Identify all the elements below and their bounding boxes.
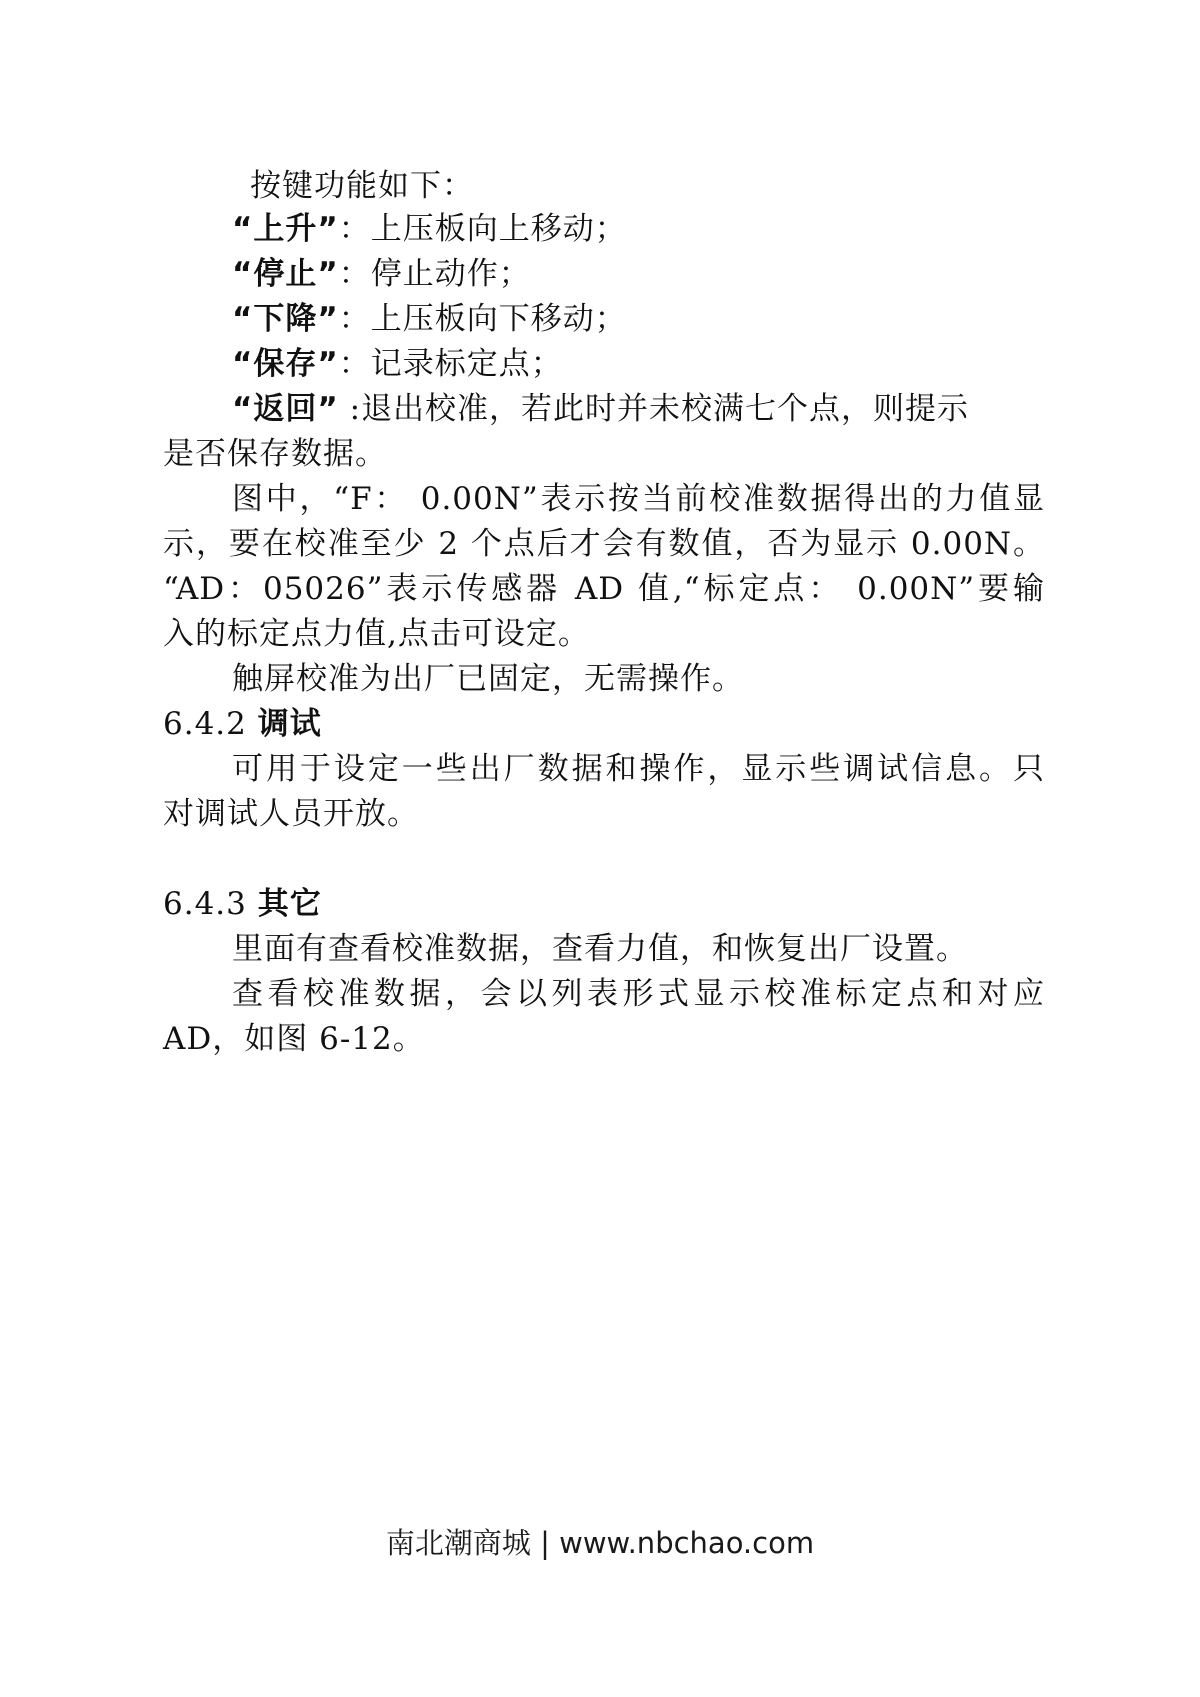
key-sep: ：	[338, 301, 371, 337]
key-name: “返回”	[232, 391, 339, 427]
key-name: “下降”	[232, 301, 339, 337]
section-heading-6-4-2	[163, 704, 322, 744]
other-paragraph-2-line-1: 查看校准数据，会以列表形式显示校准标定点和对应	[232, 976, 1045, 1012]
return-continuation: 是否保存数据。	[163, 436, 387, 472]
section-title: 调试	[257, 706, 322, 742]
key-sep: ：	[338, 211, 371, 247]
figure-paragraph-line-2: 示，要在校准至少 2 个点后才会有数值，否为显示 0.00N。	[163, 526, 1045, 562]
key-name: “保存”	[232, 346, 339, 382]
key-item-up	[232, 209, 627, 249]
figure-paragraph-line-3: “AD：05026”表示传感器 AD 值,“标定点： 0.00N”要输	[163, 571, 1045, 607]
other-paragraph-1: 里面有查看校准数据，查看力值，和恢复出厂设置。	[232, 931, 968, 967]
debug-paragraph-line-2: 对调试人员开放。	[163, 796, 419, 832]
key-sep: :	[338, 391, 362, 427]
figure-paragraph-line-4: 入的标定点力值,点击可设定。	[163, 616, 590, 652]
section-heading-6-4-3	[163, 884, 322, 924]
key-item-stop	[232, 254, 531, 294]
key-item-save	[232, 344, 563, 384]
key-item-down	[232, 299, 627, 339]
key-item-return	[232, 389, 969, 429]
key-desc: 记录标定点；	[370, 346, 563, 382]
key-desc: 上压板向上移动；	[370, 211, 627, 247]
figure-paragraph-line-1: 图中，“F： 0.00N”表示按当前校准数据得出的力值显	[232, 481, 1045, 517]
key-sep: ：	[338, 256, 371, 292]
key-sep: ：	[338, 346, 371, 382]
touch-paragraph: 触屏校准为出厂已固定，无需操作。	[232, 661, 744, 697]
key-desc: 退出校准，若此时并未校满七个点，则提示	[361, 391, 970, 427]
footer-watermark: 南北潮商城 | www.nbchao.com	[385, 1526, 815, 1560]
section-title: 其它	[257, 886, 322, 922]
section-number: 6.4.3	[163, 886, 247, 922]
section-number: 6.4.2	[163, 706, 247, 742]
key-name: “停止”	[232, 256, 339, 292]
keys-intro: 按键功能如下：	[250, 168, 474, 204]
debug-paragraph-line-1: 可用于设定一些出厂数据和操作，显示些调试信息。只	[232, 751, 1045, 787]
key-desc: 停止动作；	[370, 256, 531, 292]
other-paragraph-2-line-2: AD，如图 6-12。	[163, 1021, 425, 1057]
key-desc: 上压板向下移动；	[370, 301, 627, 337]
key-name: “上升”	[232, 211, 339, 247]
